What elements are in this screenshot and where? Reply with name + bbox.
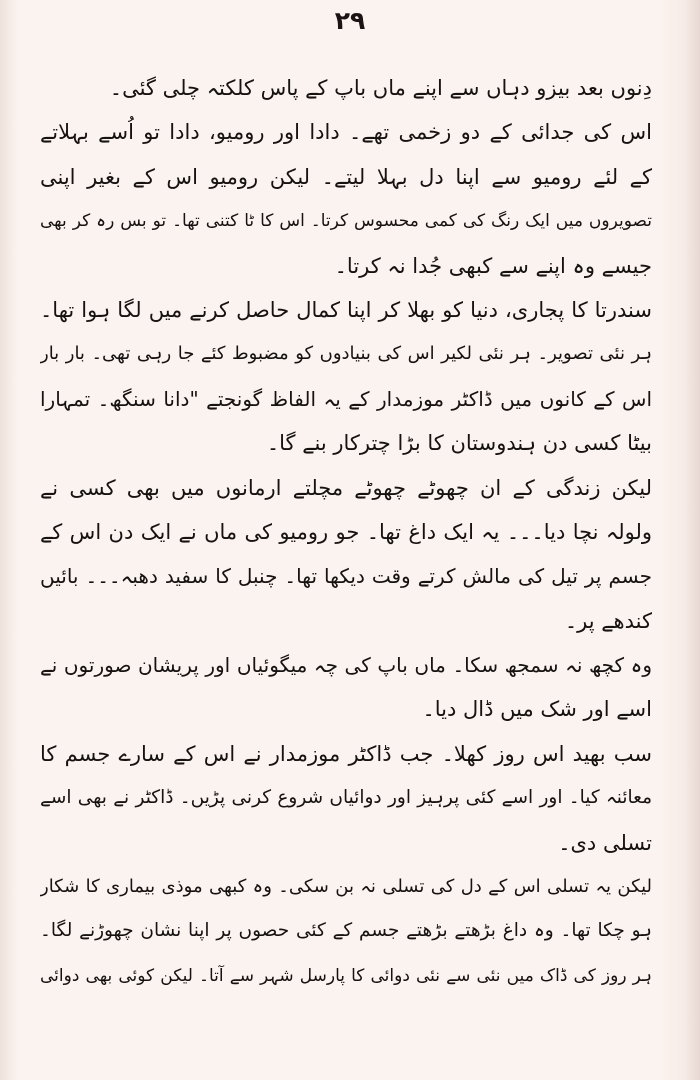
text-line: معائنہ کیا۔ اور اسے کئی پرہیز اور دوائیاں شروع کرنی پڑیں۔ ڈاکٹر نے بھی اسے xyxy=(40,787,652,809)
text-line: ولولہ نچا دیا۔۔۔ یہ ایک داغ تھا۔ جو رومیو کی ماں نے ایک دن اس کے xyxy=(40,519,652,544)
text-line: ہر روز کی ڈاک میں نئی سے نئی دوائی کا پارسل شہر سے آتا۔ لیکن کوئی بھی دوائی xyxy=(40,965,652,986)
text-line: تصویروں میں ایک رنگ کی کمی محسوس کرتا۔ اس کا ٹا کتنی تھا۔ تو بس رہ کر بھی xyxy=(40,211,652,232)
text-line: ہو چکا تھا۔ وہ داغ بڑھتے بڑھتے جسم کے کئی حصوں پر اپنا نشان چھوڑنے لگا۔ xyxy=(40,920,652,942)
text-line: اس کی جدائی کے دو زخمی تھے۔ دادا اور رومیو، دادا تو اُسے بہلاتے xyxy=(40,120,652,145)
text-line: کندھے پر۔ xyxy=(564,608,652,633)
text-line: جسم پر تیل کی مالش کرتے وقت دیکھا تھا۔ چنبل کا سفید دھبہ۔۔۔ بائیں xyxy=(40,564,652,589)
text-line: دِنوں بعد بیزو دہاں سے اپنے ماں باپ کے پاس کلکتہ چلی گئی۔ xyxy=(109,76,652,100)
page-edge-shadow xyxy=(684,0,700,1080)
text-line: جیسے وہ اپنے سے کبھی جُدا نہ کرتا۔ xyxy=(334,253,652,278)
text-line: سندرتا کا پجاری، دنیا کو بھلا کر اپنا کمال حاصل کرنے میں لگا ہوا تھا۔ xyxy=(40,297,652,322)
text-line: کے لئے رومیو سے اپنا دل بہلا لیتے۔ لیکن رومیو اس کے بغیر اپنی xyxy=(40,164,652,189)
text-line: وہ کچھ نہ سمجھ سکا۔ ماں باپ کی چہ میگوئیاں اور پریشان صورتوں نے xyxy=(40,653,652,678)
text-line: اسے اور شک میں ڈال دیا۔ xyxy=(422,697,652,722)
text-line: بیٹا کسی دن ہندوستان کا بڑا چترکار بنے گا۔ xyxy=(266,431,652,456)
page-number: ۲۹ xyxy=(334,6,366,35)
text-line: لیکن یہ تسلی اس کے دل کی تسلی نہ بن سکی۔ وہ کبھی موذی بیماری کا شکار xyxy=(40,876,652,898)
text-line: ہر نئی تصویر۔ ہر نئی لکیر اس کی بنیادوں کو مضبوط کئے جا رہی تھی۔ بار بار xyxy=(40,343,652,365)
text-line: تسلی دی۔ xyxy=(558,830,652,855)
text-line: لیکن زندگی کے ان چھوٹے چھوٹے مچلتے ارمانوں میں بھی کسی نے xyxy=(40,475,652,500)
text-line: اس کے کانوں میں ڈاکٹر موزمدار کے یہ الفاظ گونجتے "دانا سنگھ۔ تمہارا xyxy=(40,386,652,411)
text-line: سب بھید اس روز کھلا۔ جب ڈاکٹر موزمدار نے اس کے سارے جسم کا xyxy=(40,741,652,766)
body-text xyxy=(40,66,652,998)
